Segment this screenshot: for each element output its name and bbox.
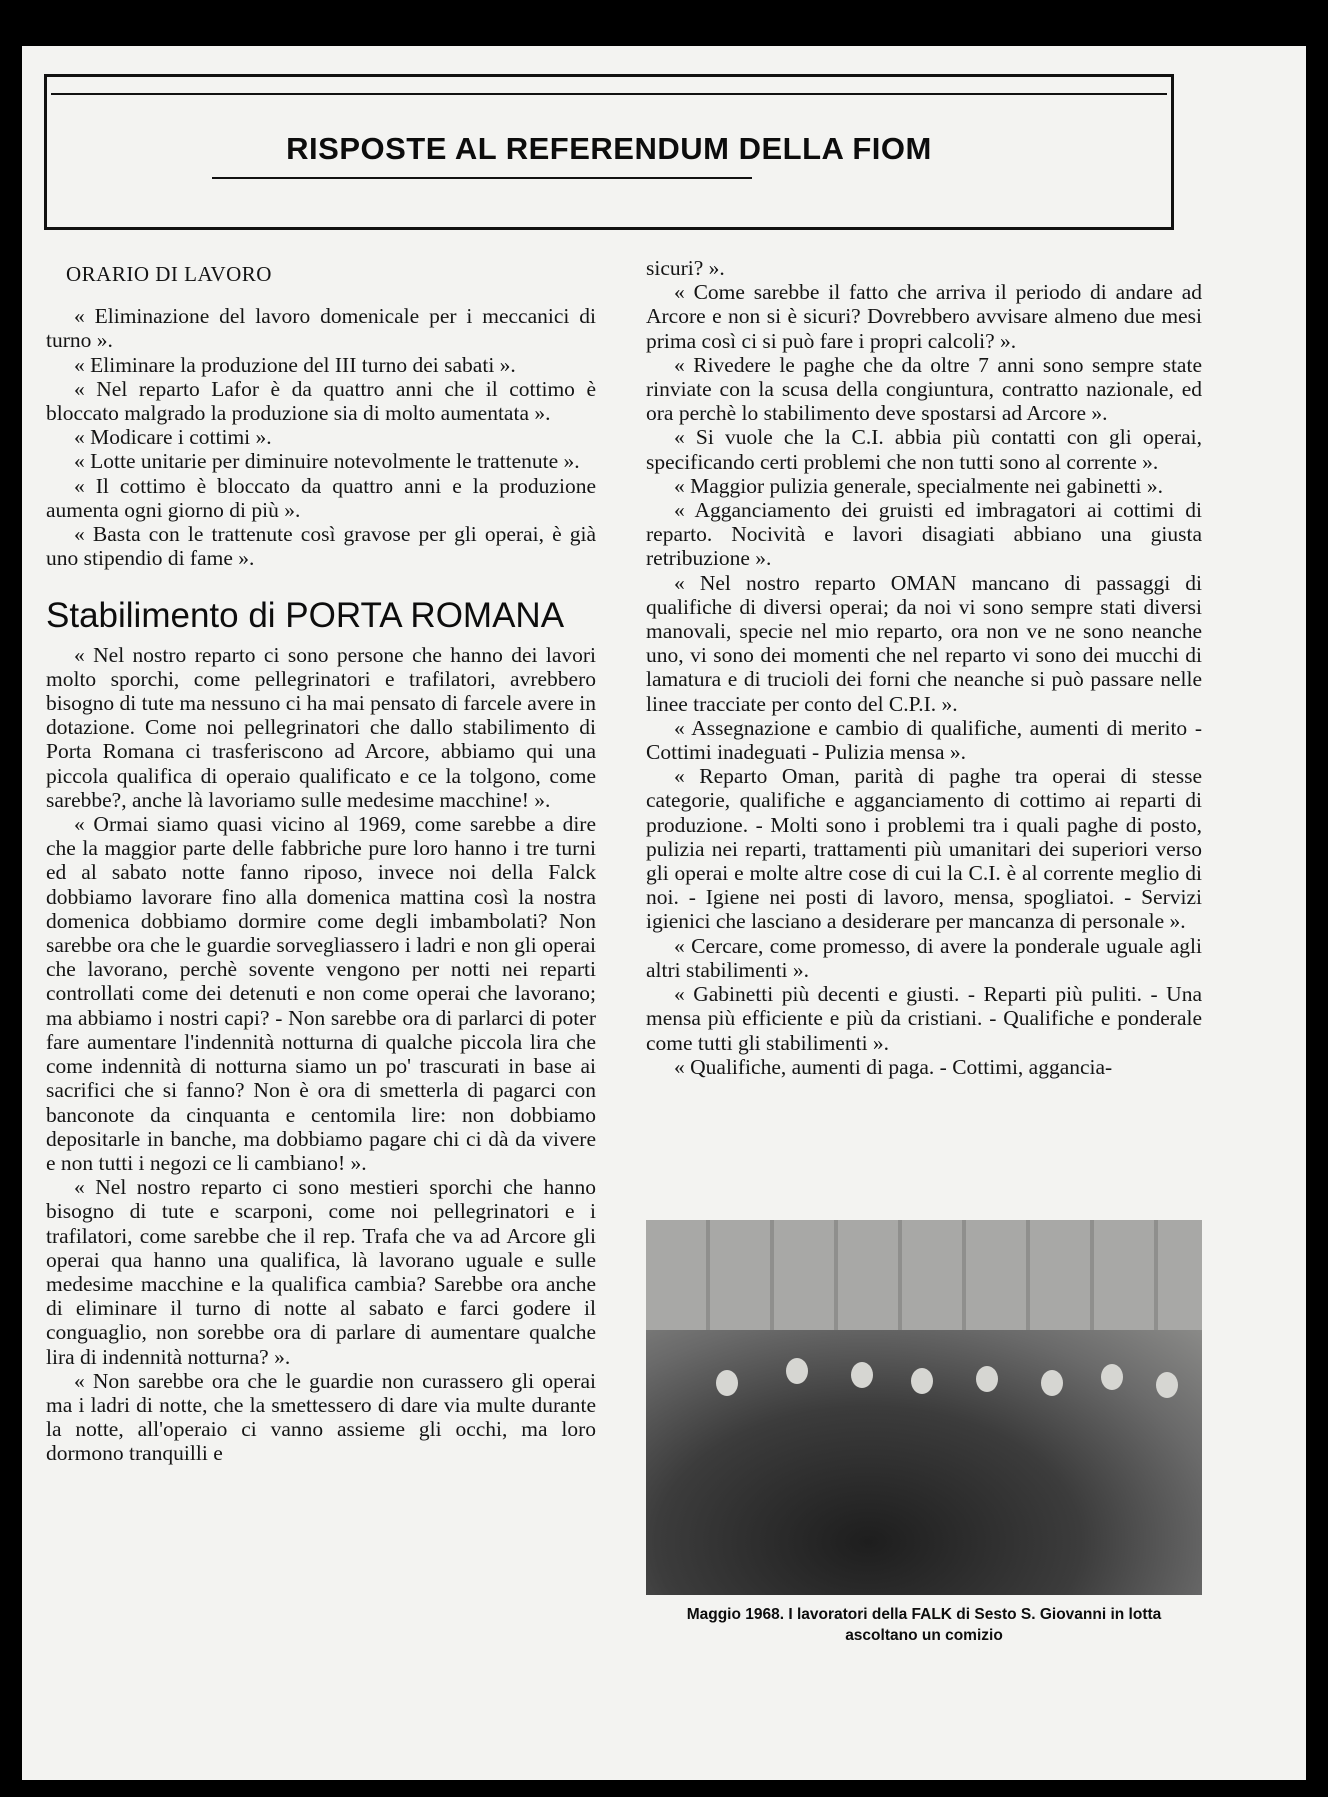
paragraph: « Non sarebbe ora che le guardie non curassero gli operai ma i ladri di notte, che la smettessero di dare via multe durante la notte, all'operaio ci vanno assieme gli occhi, ma loro dormono tranquilli e (46, 1368, 596, 1466)
photo-figure-head (1041, 1370, 1063, 1396)
photo-figure-head (851, 1362, 873, 1388)
paragraph: « Ormai siamo quasi vicino al 1969, come sarebbe a dire che la maggior parte delle fabbriche pure loro hanno i tre turni ed al sabato notte fanno riposo, invece noi della Falck dobbiamo lavorare fino alla domenica mattina così la nostra domenica dobbiamo dormire come degli imbambolati? Non sarebbe ora che le guardie sorvegliassero i ladri e non gli operai che lavorano, perchè sovente vengono per notti nei reparti controllati come dei detenuti e non come operai che lavorano; ma abbiamo i nostri capi? - Non sarebbe ora di parlarci di poter fare aumentare l'indennità notturna di qualche piccola lira che come indennità di notturna siamo un po' trascurati in base ai sacrifici che si fanno? Non è ora di smetterla di pagarci con banconote da cinquanta e centomila lire: non dobbiamo depositarle in banche, ma dobbiamo pagare chi ci dà da vivere e non tutti i negozi ce li cambiano! ». (46, 812, 596, 1175)
scan-edge (1306, 46, 1328, 1797)
page-title: RISPOSTE AL REFERENDUM DELLA FIOM (286, 131, 932, 166)
paragraph: « Eliminazione del lavoro domenicale per i meccanici di turno ». (46, 304, 596, 353)
paragraph: « Lotte unitarie per diminuire notevolmente le trattenute ». (74, 449, 580, 474)
paragraph: « Eliminare la produzione del III turno dei sabati ». (74, 352, 516, 377)
paragraph: « Agganciamento dei gruisti ed imbragatori ai cottimi di reparto. Nocività e lavori disagiati abbiano una giusta retribuzione ». (646, 498, 1202, 571)
paragraph: « Il cottimo è bloccato da quattro anni e la produzione aumenta ogni giorno di più ». (46, 473, 596, 522)
paragraph: « Nel nostro reparto ci sono persone che hanno dei lavori molto sporchi, come pellegrinatori e trafilatori, avrebbero bisogno di tute ma nessuno ci ha mai pensato di farcele avere in dotazione. Come noi pellegrinatori che dallo stabilimento di Porta Romana ci trasferiscono ad Arcore, abbiamo qui una piccola qualifica di operaio qualificato e ce la tolgono, come sarebbe?, anche là lavoriamo sulle medesime macchine! ». (46, 642, 596, 812)
section-heading-porta-romana: Stabilimento di PORTA ROMANA (46, 596, 565, 636)
photo-figure-head (716, 1370, 738, 1396)
paragraph: « Qualifiche, aumenti di paga. - Cottimi, aggancia- (674, 1054, 1113, 1079)
photo-figure-head (976, 1366, 998, 1392)
paragraph: « Assegnazione e cambio di qualifiche, aumenti di merito - Cottimi inadeguati - Pulizia mensa ». (646, 715, 1202, 765)
paragraph: sicuri? ». (646, 256, 725, 280)
photo-caption: Maggio 1968. I lavoratori della FALK di Sesto S. Giovanni in lotta ascoltano un comizio (686, 1606, 1162, 1644)
paragraph: « Rivedere le paghe che da oltre 7 anni sono sempre state rinviate con la scusa della congiuntura, contratto nazionale, ed ora perchè lo stabilimento deve spostarsi ad Arcore ». (646, 352, 1202, 426)
paragraph: « Come sarebbe il fatto che arriva il periodo di andare ad Arcore e non si è sicuri? Dovrebbero avvisare almeno due mesi prima così ci si può fare i propri calcoli? ». (646, 280, 1202, 353)
paragraph: « Basta con le trattenute così gravose per gli operai, è già uno stipendio di fame ». (46, 522, 596, 571)
title-box (44, 74, 1174, 230)
photo-figure-head (1101, 1364, 1123, 1390)
paragraph: « Maggior pulizia generale, specialmente nei gabinetti ». (674, 473, 1163, 498)
right-column (646, 256, 1202, 1079)
photo-figure-head (786, 1358, 808, 1384)
photo-figure-head (911, 1368, 933, 1394)
paragraph: « Cercare, come promesso, di avere la ponderale uguale agli altri stabilimenti ». (646, 933, 1202, 982)
paragraph: « Modicare i cottimi ». (74, 425, 272, 450)
paragraph: « Si vuole che la C.I. abbia più contatti con gli operai, specificando certi problemi che non tutti sono al corrente ». (646, 425, 1202, 474)
workers-photo (646, 1220, 1202, 1595)
paragraph: « Nel nostro reparto ci sono mestieri sporchi che hanno bisogno di tute e scarponi, come noi pellegrinatori e i trafilatori, come sarebbe che il rep. Trafa che va ad Arcore gli operai qua hanno una qualifica, là lavorano uguale e sulle medesime macchine e la qualifica cambia? Sarebbe ora anche di eliminare il turno di notte al sabato e farci godere il conguaglio, non sorebbe ora di parlare di aumentare qualche lira di indennità notturna? ». (46, 1175, 596, 1369)
photo-figure-head (1156, 1372, 1178, 1398)
paragraph: « Gabinetti più decenti e giusti. - Reparti più puliti. - Una mensa più efficiente e più da cristiani. - Qualifiche e ponderale come tutti gli stabilimenti ». (646, 982, 1202, 1055)
title-underline (212, 177, 752, 179)
paragraph: « Nel nostro reparto OMAN mancano di passaggi di qualifiche di diversi operai; da noi vi sono sempre stati diversi manovali, specie nel mio reparto, ora non ve ne sono neanche uno, vi sono dei momenti che nel reparto vi sono dei mucchi di lamatura e di trucioli dei forni che neanche si può passare nelle linee tracciate per conto del C.P.I. ». (646, 570, 1202, 716)
paragraph: « Nel reparto Lafor è da quattro anni che il cottimo è bloccato malgrado la produzione sia di molto aumentata ». (46, 376, 596, 426)
section-label-orario: ORARIO DI LAVORO (66, 262, 272, 286)
paragraph: « Reparto Oman, parità di paghe tra operai di stesse categorie, qualifiche e agganciamento di cottimo ai reparti di produzione. - Molti sono i problemi tra i quali paghe di posto, pulizia nei reparti, trattamenti più umanitari dei superiori verso gli operai e molte altre cose di cui la C.I. è al corrente meglio di noi. - Igiene nei posti di lavoro, mensa, spogliatoi. - Servizi igienici che lasciano a desiderare per mancanza di personale ». (646, 764, 1202, 934)
left-column (46, 256, 596, 1466)
